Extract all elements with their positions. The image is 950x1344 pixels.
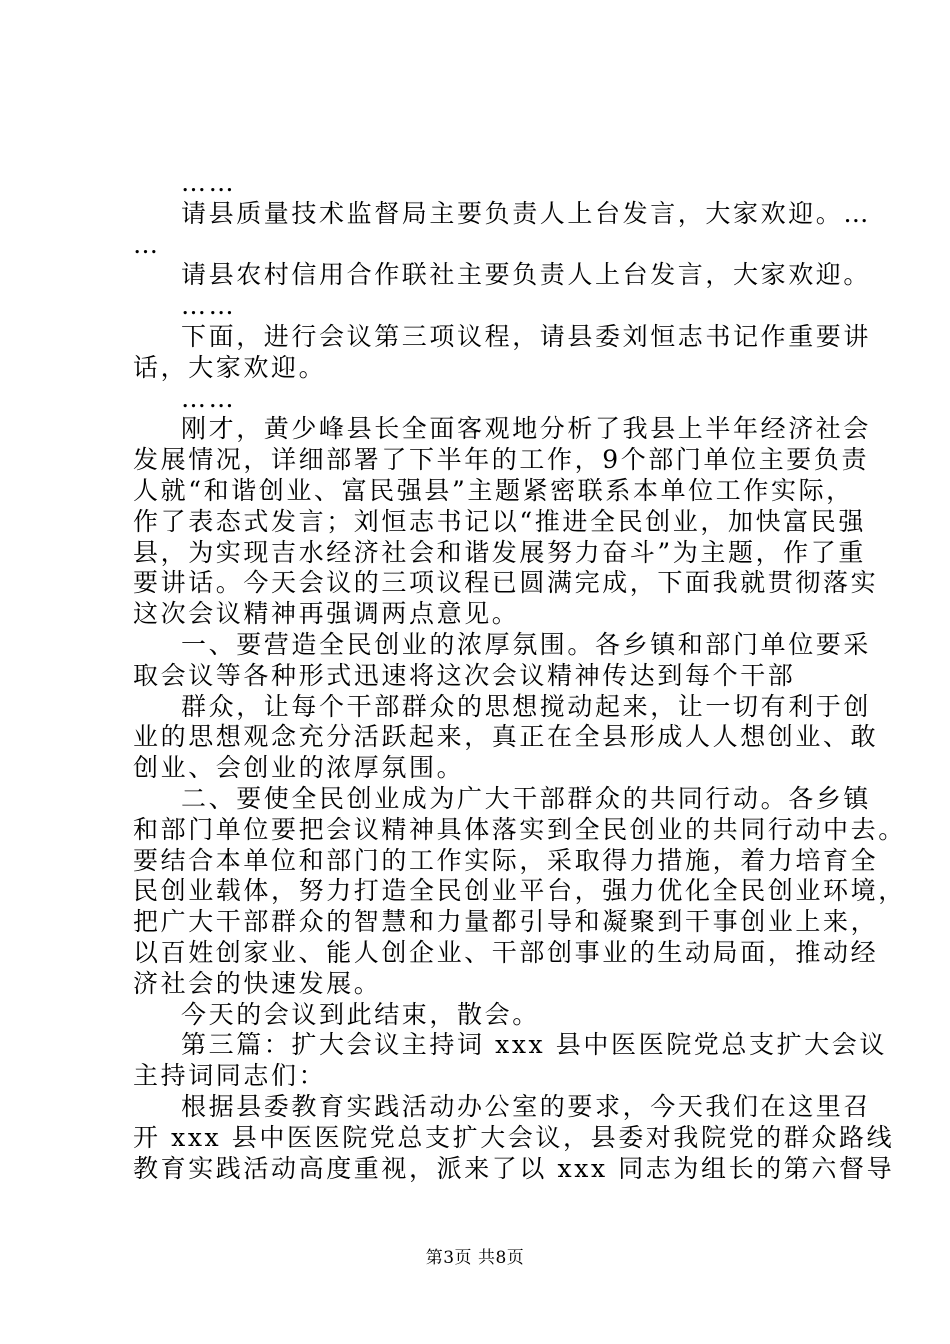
text-line: 话，大家欢迎。: [133, 352, 327, 382]
text-line: 群众，让每个干部群众的思想搅动起来，让一切有利于创: [181, 691, 872, 721]
text-line: 开 xxx 县中医医院党总支扩大会议，县委对我院党的群众路线: [133, 1122, 895, 1152]
text-line: ……: [181, 291, 237, 321]
text-line: 一、要营造全民创业的浓厚氛围。各乡镇和部门单位要采: [181, 629, 872, 659]
text-line: 作了表态式发言；刘恒志书记以“推进全民创业，加快富民强: [133, 506, 866, 536]
text-line: 二、要使全民创业成为广大干部群众的共同行动。各乡镇: [181, 783, 872, 813]
text-line: 业的思想观念充分活跃起来，真正在全县形成人人想创业、敢: [133, 722, 879, 752]
text-line: …: [133, 229, 161, 259]
text-line: 这次会议精神再强调两点意见。: [133, 599, 520, 629]
text-line: 民创业载体，努力打造全民创业平台，强力优化全民创业环境，: [133, 876, 906, 906]
text-line: 和部门单位要把会议精神具体落实到全民创业的共同行动中去。: [133, 814, 906, 844]
text-line: ……: [181, 168, 237, 197]
text-line: 要结合本单位和部门的工作实际，采取得力措施，着力培育全: [133, 845, 879, 875]
page-number: 第3页 共8页: [425, 1248, 525, 1268]
text-line: 要讲话。今天会议的三项议程已圆满完成，下面我就贯彻落实: [133, 568, 879, 598]
page-footer: [0, 1243, 950, 1268]
text-line: 发展情况，详细部署了下半年的工作，9个部门单位主要负责: [133, 445, 870, 475]
text-line: 教育实践活动高度重视，派来了以 xxx 同志为组长的第六督导: [133, 1153, 895, 1183]
text-line: 今天的会议到此结束，散会。: [181, 999, 540, 1029]
text-line: 刚才，黄少峰县长全面客观地分析了我县上半年经济社会: [181, 414, 872, 444]
text-line: 人就“和谐创业、富民强县”主题紧密联系本单位工作实际，: [133, 475, 854, 505]
text-line: 把广大干部群众的智慧和力量都引导和凝聚到干事创业上来，: [133, 907, 879, 937]
text-line: 县，为实现吉水经济社会和谐发展努力奋斗”为主题，作了重: [133, 537, 866, 567]
text-line: 济社会的快速发展。: [133, 968, 382, 998]
text-line: 请县质量技术监督局主要负责人上台发言，大家欢迎。…: [181, 198, 872, 228]
text-line: ……: [181, 383, 237, 413]
section-heading: 第三篇：扩大会议主持词 xxx 县中医医院党总支扩大会议: [181, 1030, 887, 1060]
text-line: 以百姓创家业、能人创企业、干部创事业的生动局面，推动经: [133, 937, 879, 967]
text-line: 取会议等各种形式迅速将这次会议精神传达到每个干部: [133, 660, 796, 690]
text-line: 主持词同志们：: [133, 1061, 327, 1091]
text-line: 下面，进行会议第三项议程，请县委刘恒志书记作重要讲: [181, 321, 872, 351]
text-line: 请县农村信用合作联社主要负责人上台发言，大家欢迎。: [181, 260, 872, 290]
text-line: 根据县委教育实践活动办公室的要求，今天我们在这里召: [181, 1091, 872, 1121]
text-line: 创业、会创业的浓厚氛围。: [133, 753, 465, 783]
document-body: [133, 168, 906, 1184]
